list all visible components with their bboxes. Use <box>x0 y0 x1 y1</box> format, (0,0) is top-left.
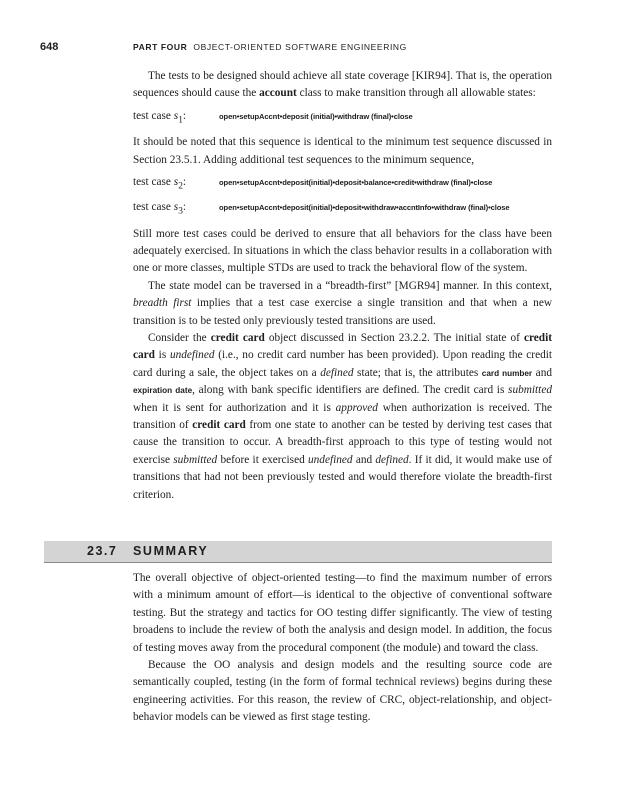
summary-paragraph-1: The overall objective of object-oriented testing—to find the maximum number of errors with a minimum amount of effort—is identical to the objective of conventional software testing. But the strategy and tactics for OO testing differ significantly. The view of testing broadens to include the review of both the analysis and design model. In addition, the focus of testing moves away from the procedural component (the module) and toward the class. <box>133 572 552 654</box>
section-heading-bar <box>44 541 552 563</box>
part-label <box>133 42 407 52</box>
paragraph-minimum-sequence: It should be noted that this sequence is identical to the minimum test sequence discussed in Section 23.5.1. Adding additional test sequences to the minimum sequence, <box>133 136 552 166</box>
paragraph-breadth-first: The state model can be traversed in a “breadth-first” [MGR94] manner. In this context, breadth first implies that a test case exercise a single transition and that when a new transition is to be tested only previously tested transitions are used. <box>133 279 552 327</box>
summary-paragraph-2: Because the OO analysis and design models and the resulting source code are semantically coupled, testing (in the form of formal technical reviews) begins during these engineering activities. For this reason, the review of CRC, object-relationship, and object-behavior models can be viewed as first stage testing. <box>133 659 552 724</box>
page-number: 648 <box>40 41 59 53</box>
part-number: PART FOUR <box>133 42 188 52</box>
test-case-s1 <box>133 108 552 130</box>
part-title: OBJECT-ORIENTED SOFTWARE ENGINEERING <box>193 42 407 52</box>
test-case-s3 <box>133 199 552 221</box>
account-class-term: account <box>259 87 297 100</box>
test-case-label: test case $s_1$: <box>133 109 187 126</box>
section-number: 23.7 <box>87 544 118 558</box>
paragraph-more-test-cases: Still more test cases could be derived to ensure that all behaviors for the class have been adequately exercised. In situations in which the class behavior results in a collaboration with one or more classes, multiple STDs are used to track the behavioral flow of the system. <box>133 227 552 275</box>
test-case-sequence: open•setupAccnt•deposit (initial)•withdraw (final)•close <box>219 111 413 121</box>
section-title: SUMMARY <box>133 544 209 558</box>
paragraph-credit-card: Consider the credit card object discussed in Section 23.2.2. The initial state of credit card is undefined (i.e., no credit card number has been provided). Upon reading the credit card during a sale, the object takes on a defined state; that is, the attributes card number and expiration date, along with bank specific identifiers are defined. The credit card is submitted when it is sent for authorization and it is approved when authorization is received. The transition of credit card from one state to another can be tested by deriving test cases that cause the transition to occur. A breadth-first approach to this type of testing would not exercise submitted before it exercised undefined and defined. If it did, it would make use of transitions that had not been previously tested and would therefore violate the breadth-first criterion. <box>133 332 553 501</box>
test-case-sequence: open•setupAccnt•deposit(initial)•deposit•withdraw•accntInfo•withdraw (final)•close <box>219 202 510 212</box>
test-case-label: test case $s_2$: <box>133 176 187 192</box>
body-text <box>133 68 552 504</box>
running-head <box>0 41 637 57</box>
test-case-label: test case $s_3$: <box>133 200 187 217</box>
breadth-first-term: breadth first <box>133 297 192 310</box>
paragraph-state-coverage: The tests to be designed should achieve all state coverage [KIR94]. That is, the operation sequences should cause the account class to make transition through all allowable states: <box>133 70 552 100</box>
test-case-s2 <box>133 174 552 196</box>
test-case-sequence: open•setupAccnt•deposit(initial)•deposit•balance•credit•withdraw (final)•close <box>219 178 493 188</box>
summary-text <box>133 570 552 727</box>
